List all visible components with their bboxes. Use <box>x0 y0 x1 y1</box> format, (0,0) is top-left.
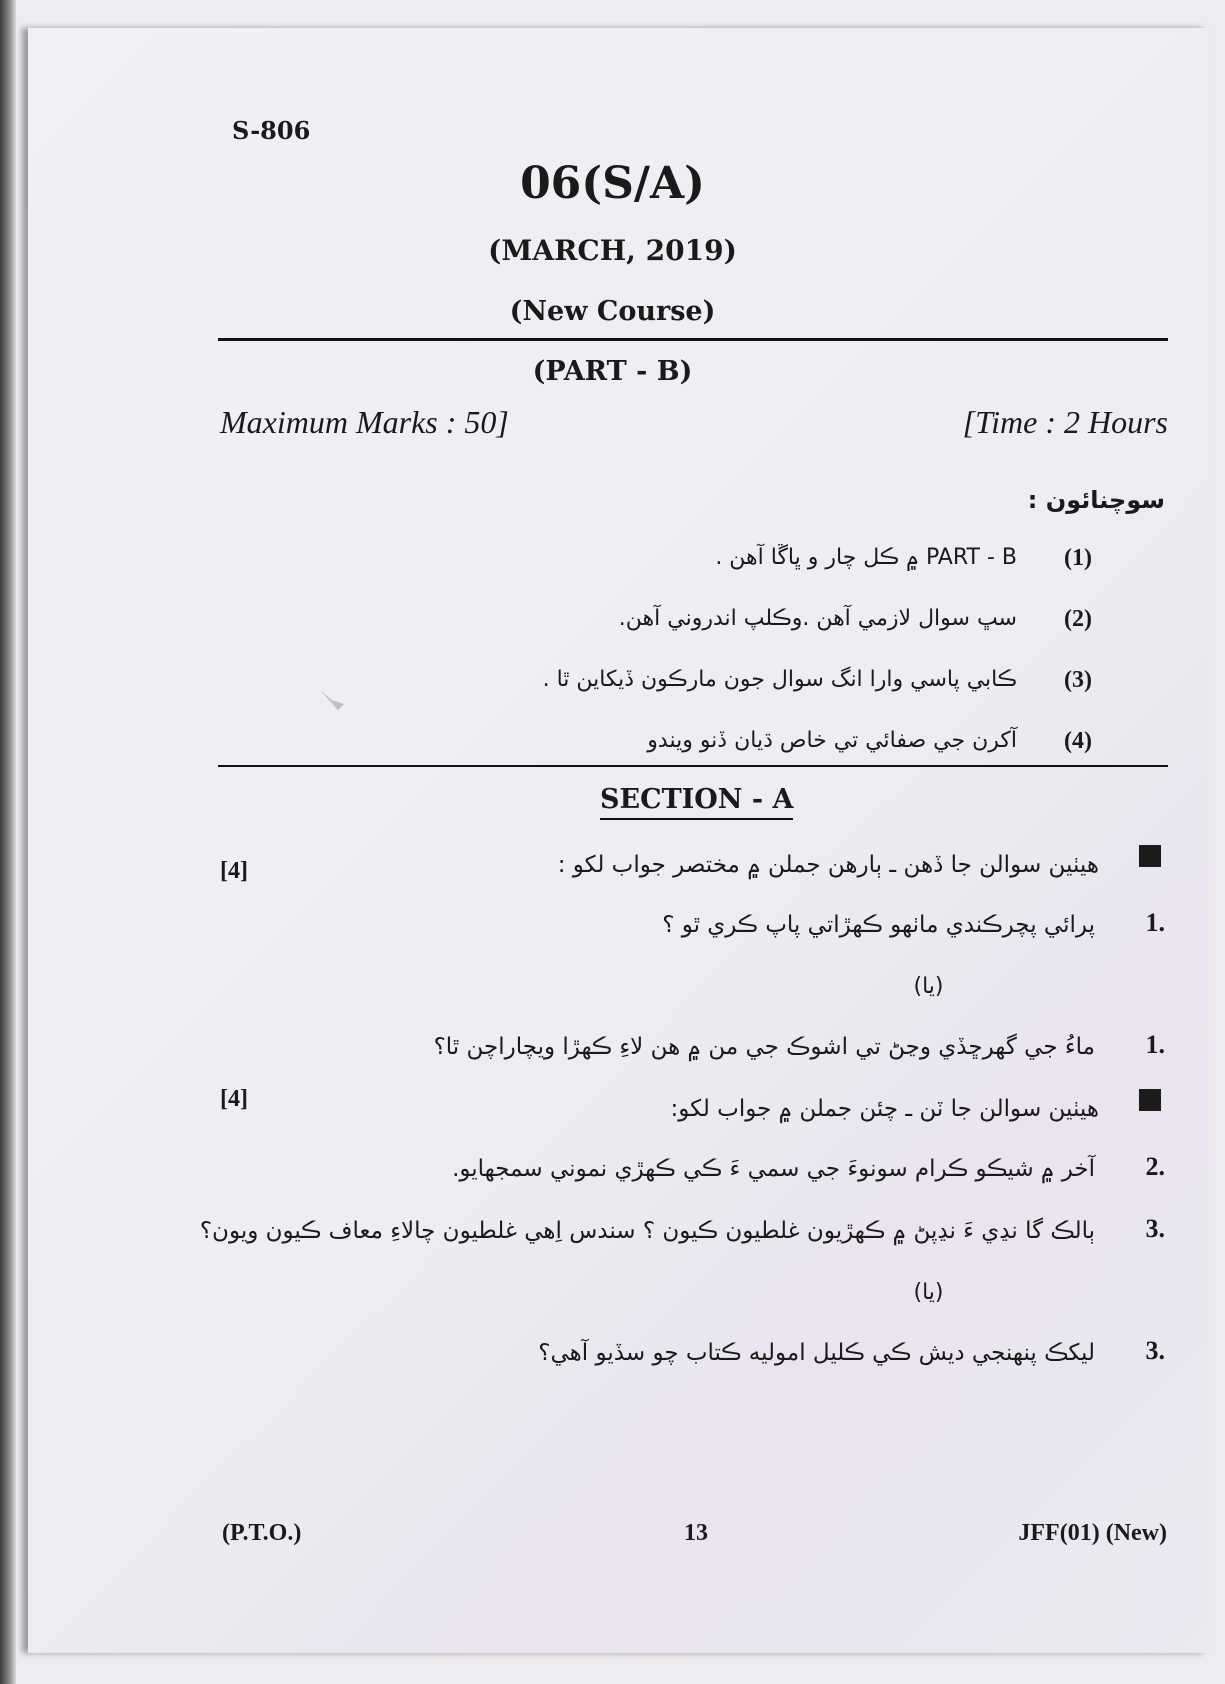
instruction-text: آکرن جي صفائي تي خاص ڌيان ڏنو ويندو <box>647 728 1017 753</box>
time-allowed: [Time : 2 Hours <box>962 404 1168 440</box>
instruction-number: (4) <box>1064 728 1092 754</box>
course-label: (New Course) <box>509 296 716 327</box>
bullet-square <box>1139 845 1161 867</box>
page-number: 13 <box>684 1520 708 1546</box>
question-number: 3. <box>1145 1336 1165 1365</box>
instruction-text: سڀ سوال لازمي آهن .وڪلپ اندروني آهن. <box>618 606 1017 631</box>
part-label: (PART - B) <box>532 356 693 387</box>
question-number: 1. <box>1145 1030 1165 1059</box>
instruction-text: ڪابي پاسي وارا انگ سوال جون مارڪون ڏيکاين ٿا . <box>542 667 1017 692</box>
section-a-title: SECTION - A <box>600 784 793 820</box>
exam-session: (MARCH, 2019) <box>488 234 737 267</box>
question-number: 1. <box>1145 908 1165 937</box>
instruction-number: (3) <box>1064 667 1092 693</box>
question-text: ماءُ جي گهرڇڏي وڃڻ تي اشوڪ جي من ۾ هن لاءِ ڪهڙا ويچاراچن ٿا؟ <box>433 1034 1095 1060</box>
exam-page <box>28 28 1208 1653</box>
instruction-number: (2) <box>1064 606 1092 632</box>
group2-marks: [4] <box>220 1086 248 1112</box>
question-text: ٻالڪ گا نڍي ءَ نڍپڻ ۾ ڪهڙيون غلطيون ڪيون ؟ سندس اِهي غلطيون چالاءِ معاف ڪيون ويون؟ <box>199 1218 1095 1244</box>
question-text: ليکڪ پنهنجي ديش ڪي ڪليل اموليه ڪتاب چو سڏيو آهي؟ <box>538 1340 1095 1366</box>
subject-code-title: 06(S/A) <box>520 158 705 209</box>
question-text: پرائي پچرڪندي ماٺهو ڪهڙاتي پاپ ڪري ٿو ؟ <box>662 912 1095 938</box>
group1-marks: [4] <box>220 858 248 884</box>
question-number: 3. <box>1145 1214 1165 1243</box>
paper-code: S-806 <box>232 116 311 145</box>
instructions-heading: سوچنائون : <box>1027 486 1165 514</box>
header-divider <box>218 338 1168 341</box>
group1-instruction: هيٺين سوالن جا ڏهن ـ ٻارهن جملن ۾ مختصر جواب لکو : <box>557 852 1099 878</box>
bullet-square <box>1139 1089 1161 1111</box>
pto-label: (P.T.O.) <box>222 1520 302 1546</box>
group2-instruction: هيٺين سوالن جا ٽن ـ چئن جملن ۾ جواب لکو: <box>670 1096 1099 1122</box>
or-label: (يا) <box>913 974 944 999</box>
instruction-number: (1) <box>1064 545 1092 571</box>
footer-code: JFF(01) (New) <box>1018 1520 1167 1546</box>
question-number: 2. <box>1145 1152 1165 1181</box>
instruction-text: PART - B ۾ ڪل چار و ڀاڱا آهن . <box>715 545 1017 570</box>
or-label: (يا) <box>913 1280 944 1305</box>
question-text: آخر ۾ شيڪو ڪرام سونوءَ جي سمي ءَ ڪي ڪهڙي نموني سمجهايو. <box>452 1156 1095 1182</box>
scan-smudge <box>318 686 360 716</box>
max-marks: Maximum Marks : 50] <box>220 404 509 440</box>
instructions-divider <box>218 765 1168 767</box>
